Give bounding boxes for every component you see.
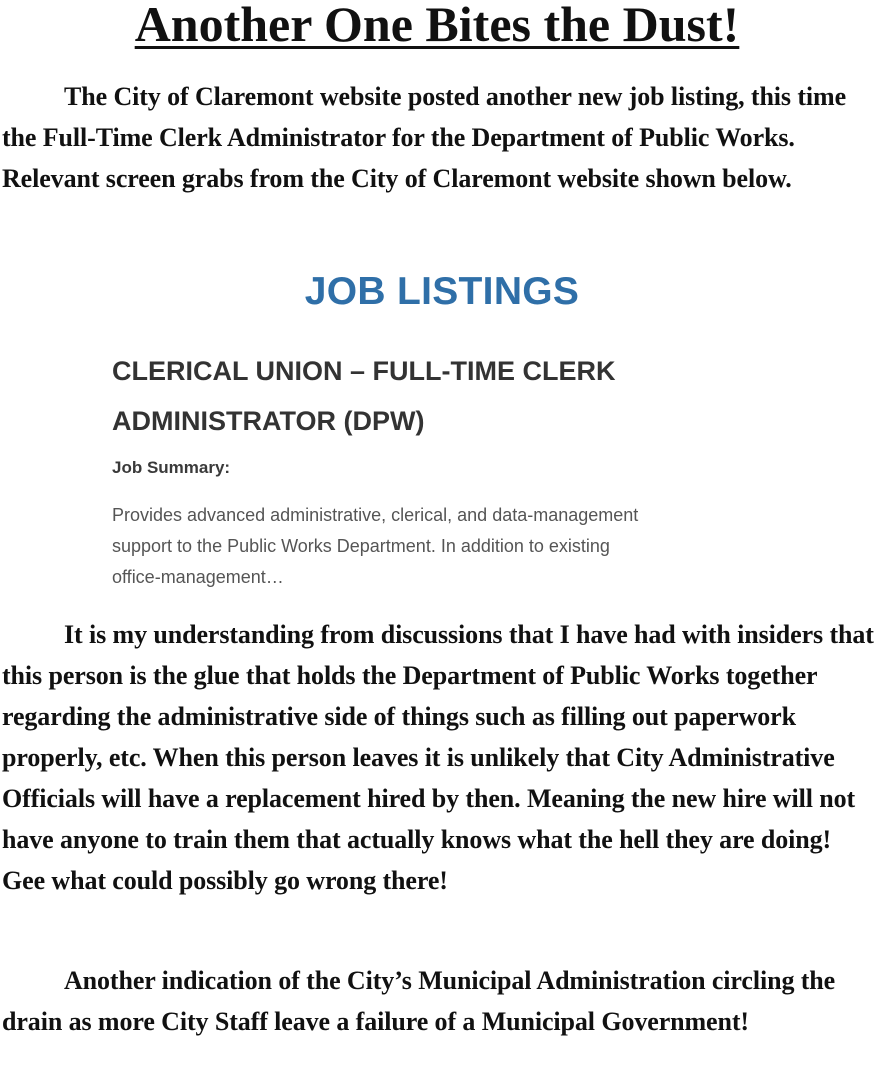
closing-paragraph: Another indication of the City’s Municipal Administration circling the drain as more City Staff leave a failure of a Municipal Government! <box>2 966 836 1036</box>
headline-text: Another One Bites the Dust! <box>134 0 740 52</box>
job-title <box>112 346 772 446</box>
job-summary-label: Job Summary: <box>112 458 231 477</box>
job-title-line-2: ADMINISTRATOR (DPW) <box>112 406 425 436</box>
job-summary-line-1: Provides advanced administrative, clerical, and data-management <box>112 505 639 525</box>
commentary-paragraph: It is my understanding from discussions that I have had with insiders that this person is the glue that holds the Department of Public Works together regarding the administrative side of things such as filling out paperwork properly, etc. When this person leaves it is unlikely that City Administrative Officials will have a replacement hired by then. Meaning the new hire will not have anyone to train them that actually knows what the hell they are doing! Gee what could possibly go wrong there! <box>2 620 874 895</box>
job-title-line-1: CLERICAL UNION – FULL-TIME CLERK <box>112 356 616 386</box>
headline <box>0 0 874 52</box>
job-listing-screengrab <box>108 262 788 592</box>
job-summary-line-2: support to the Public Works Department. In addition to existing <box>112 536 610 556</box>
job-summary-line-3: office-management… <box>112 567 284 587</box>
intro-paragraph: The City of Claremont website posted another new job listing, this time the Full-Time Clerk Administrator for the Department of Public Works. Relevant screen grabs from the City of Claremont website shown below. <box>2 82 847 193</box>
job-summary-text <box>112 500 772 593</box>
job-listings-heading: JOB LISTINGS <box>304 270 580 313</box>
